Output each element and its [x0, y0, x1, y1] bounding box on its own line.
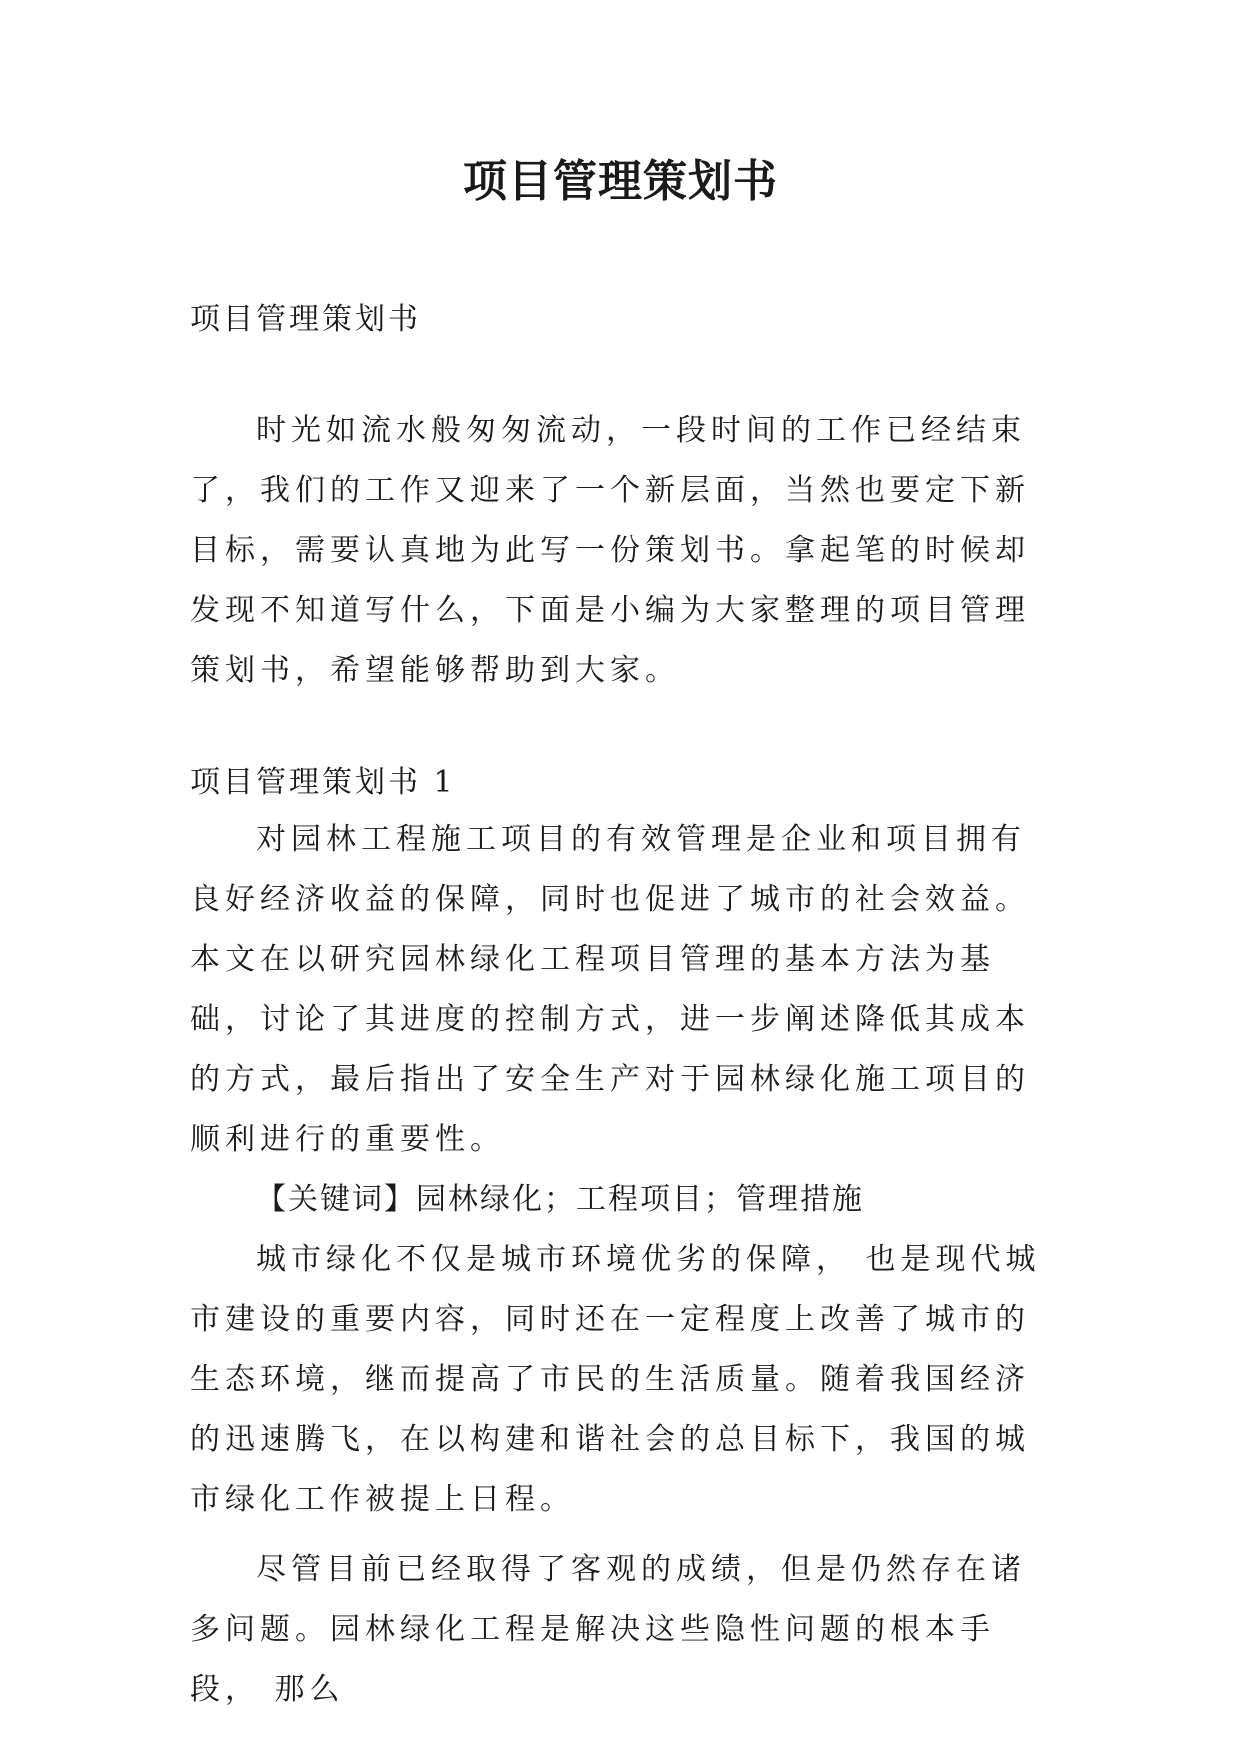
section-heading: 项目管理策划书 1 — [190, 765, 456, 800]
body-paragraph-abstract: 对园林工程施工项目的有效管理是企业和项目拥有良好经济收益的保障，同时也促进了城市的社会效益。本文在以研究园林绿化工程项目管理的基本方法为基础，讨论了其进度的控制方式，进一步阐述降低其成本的方式，最后指出了安全生产对于园林绿化施工项目的顺利进行的重要性。 — [190, 822, 1030, 1157]
keywords-paragraph: 【关键词】园林绿化；工程项目；管理措施 — [256, 1182, 864, 1217]
document-subtitle: 项目管理策划书 — [190, 302, 421, 337]
document-title: 项目管理策划书 — [463, 156, 778, 207]
intro-section — [190, 401, 1050, 701]
body-paragraph-problems: 尽管目前已经取得了客观的成绩，但是仍然存在诸多问题。园林绿化工程是解决这些隐性问题的根本手段， 那么 — [190, 1552, 1026, 1707]
body-paragraph-urban-greening: 城市绿化不仅是城市环境优劣的保障， 也是现代城市建设的重要内容，同时还在一定程度上改善了城市的生态环境，继而提高了市民的生活质量。随着我国经济的迅速腾飞，在以构建和谐社会的总目标下，我国的城市绿化工作被提上日程。 — [190, 1242, 1041, 1517]
section-body — [190, 810, 1050, 1720]
intro-paragraph: 时光如流水般匆匆流动，一段时间的工作已经结束了，我们的工作又迎来了一个新层面，当然也要定下新目标，需要认真地为此写一份策划书。拿起笔的时候却发现不知道写什么，下面是小编为大家整理的项目管理策划书，希望能够帮助到大家。 — [190, 413, 1030, 688]
